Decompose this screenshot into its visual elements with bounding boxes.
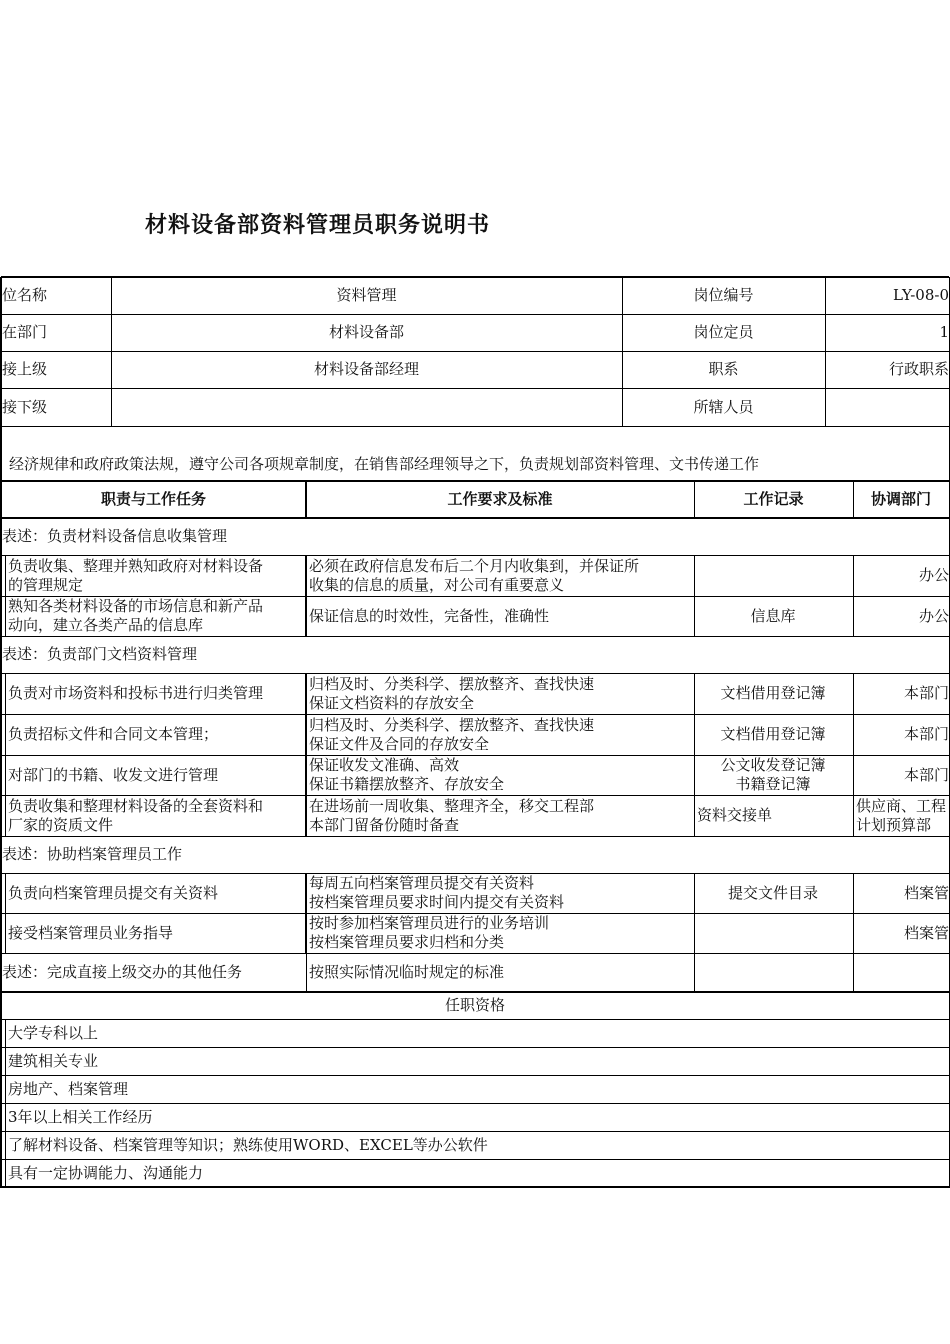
- standard-cell-text: 保证文档资料的存放安全: [309, 693, 475, 712]
- grid-line: [853, 913, 854, 953]
- standard-cell-text: 保证书籍摆放整齐、存放安全: [309, 775, 505, 793]
- row-inner-border: [5, 673, 6, 714]
- info-label-text: 职系: [708, 360, 739, 378]
- task-cell-text: 负责对市场资料和投标书进行归类管理: [8, 684, 264, 702]
- record-cell: [694, 555, 853, 596]
- dept-cell-text: 办公: [918, 566, 949, 584]
- grid-line: [305, 795, 307, 836]
- qualification-item-text: 建筑相关专业: [8, 1051, 99, 1070]
- info-value-text: 资料管理: [336, 286, 397, 304]
- grid-line: [694, 913, 695, 953]
- standard-cell-text: 收集的信息的质量，对公司有重要意义: [309, 575, 565, 594]
- task-cell-text: 负责收集、整理并熟知政府对材料设备: [8, 556, 264, 575]
- grid-line: [305, 596, 307, 636]
- info-label: [622, 388, 825, 426]
- column-header: [694, 481, 853, 518]
- standard-cell: [306, 795, 694, 836]
- task-cell-text: 接受档案管理员业务指导: [8, 923, 174, 942]
- standard-cell-text: 归档及时、分类科学、摆放整齐、查找快速: [309, 715, 595, 734]
- info-label: [622, 277, 825, 314]
- record-cell: [694, 755, 853, 795]
- record-cell-text: 提交文件目录: [727, 883, 818, 902]
- grid-line: [694, 755, 695, 795]
- qualification-item-text: 3年以上相关工作经历: [8, 1107, 153, 1126]
- grid-line: [694, 555, 695, 596]
- grid-line: [853, 673, 854, 714]
- column-header: [306, 481, 694, 518]
- task-cell: [5, 755, 306, 795]
- qualification-item: [5, 1159, 949, 1187]
- task-cell: [5, 795, 306, 836]
- info-value: [111, 277, 622, 314]
- grid-line: [305, 555, 307, 596]
- grid-line: [853, 873, 854, 913]
- dept-cell-text: 档案管: [903, 883, 949, 902]
- dept-cell-text: 本部门: [903, 684, 949, 702]
- info-value: [825, 314, 949, 351]
- task-cell-text: 厂家的资质文件: [8, 815, 114, 834]
- standard-cell-text: 按时参加档案管理员进行的业务培训: [309, 914, 550, 932]
- other-task: [1, 953, 306, 992]
- grid-line: [305, 714, 307, 755]
- grid-line: [853, 714, 854, 755]
- grid-line: [853, 755, 854, 795]
- standard-cell: [306, 673, 694, 714]
- info-value-text: 行政职系: [888, 360, 949, 378]
- standard-cell-text: 保证信息的时效性，完备性，准确性: [309, 606, 550, 625]
- dept-cell: [853, 555, 949, 596]
- qualification-item: [5, 1131, 949, 1159]
- standard-cell-text: 按档案管理员要求归档和分类: [309, 933, 505, 951]
- qualifications-heading-text: 任职资格: [444, 996, 505, 1014]
- info-label-text: 岗位定员: [693, 323, 754, 341]
- info-label: [622, 351, 825, 388]
- qualification-item: [5, 1047, 949, 1075]
- task-cell: [5, 596, 306, 636]
- info-value: [825, 388, 949, 426]
- grid-line: [305, 755, 307, 795]
- page-title: 材料设备部资料管理员职务说明书: [145, 213, 491, 238]
- other-standard-text: 按照实际情况临时规定的标准: [309, 963, 505, 981]
- other-task-text: 表述：完成直接上级交办的其他任务: [2, 963, 243, 981]
- column-header-text: 工作记录: [743, 490, 804, 508]
- info-label: [622, 314, 825, 351]
- grid-line: [1, 426, 949, 427]
- record-cell: [694, 873, 853, 913]
- section-heading: [1, 518, 949, 555]
- task-cell-text: 对部门的书籍、收发文进行管理: [8, 765, 219, 784]
- grid-line: [694, 953, 695, 992]
- record-cell-text: 信息库: [750, 606, 796, 625]
- record-cell-text: 书籍登记簿: [735, 775, 811, 793]
- section-heading-text: 表述：负责部门文档资料管理: [2, 645, 198, 663]
- row-inner-border: [5, 795, 6, 836]
- record-cell-text: 公文收发登记簿: [720, 756, 826, 774]
- qualification-item-text: 了解材料设备、档案管理等知识；熟练使用WORD、EXCEL等办公软件: [8, 1135, 488, 1154]
- dept-cell: [853, 755, 949, 795]
- section-heading-text: 表述：负责材料设备信息收集管理: [2, 527, 228, 545]
- record-cell-text: 文档借用登记簿: [720, 725, 826, 743]
- row-inner-border: [5, 913, 6, 953]
- info-label-text: 所辖人员: [693, 397, 754, 416]
- dept-cell: [853, 596, 949, 636]
- info-value-text: 材料设备部: [328, 323, 404, 341]
- qualification-item-text: 房地产、档案管理: [8, 1079, 129, 1098]
- task-cell-text: 熟知各类材料设备的市场信息和新产品: [8, 597, 264, 615]
- grid-line: [305, 913, 307, 953]
- record-cell: [694, 714, 853, 755]
- column-header: [853, 481, 949, 518]
- standard-cell: [306, 873, 694, 913]
- dept-cell: [853, 873, 949, 913]
- info-value: [825, 351, 949, 388]
- record-cell-text: 资料交接单: [697, 806, 773, 824]
- record-cell-text: 文档借用登记簿: [720, 684, 826, 702]
- record-cell: [694, 596, 853, 636]
- qualification-item: [5, 1103, 949, 1131]
- record-cell: [694, 795, 853, 836]
- grid-line: [305, 673, 307, 714]
- standard-cell: [306, 755, 694, 795]
- standard-cell: [306, 596, 694, 636]
- standard-cell-text: 本部门留备份随时备查: [309, 815, 460, 834]
- task-cell: [5, 555, 306, 596]
- column-header-text: 协调部门: [870, 490, 931, 508]
- task-cell: [5, 673, 306, 714]
- record-cell: [694, 913, 853, 953]
- standard-cell: [306, 913, 694, 953]
- task-cell-text: 动向，建立各类产品的信息库: [8, 616, 204, 634]
- row-inner-border: [5, 755, 6, 795]
- row-inner-border: [5, 873, 6, 913]
- outer-left-border: [0, 277, 2, 1188]
- column-header-text: 工作要求及标准: [447, 490, 553, 508]
- info-label: [1, 277, 111, 314]
- task-cell-text: 负责收集和整理材料设备的全套资料和: [8, 796, 264, 815]
- standard-cell-text: 在进场前一周收集、整理齐全，移交工程部: [309, 796, 595, 815]
- grid-line: [694, 873, 695, 913]
- other-standard: [306, 953, 694, 992]
- info-value: [111, 314, 622, 351]
- task-cell-text: 的管理规定: [8, 575, 84, 594]
- standard-cell-text: 归档及时、分类科学、摆放整齐、查找快速: [309, 674, 595, 693]
- qualifications-heading: [1, 992, 949, 1019]
- job-summary: [1, 447, 949, 481]
- info-label-text: 岗位编号: [693, 286, 754, 304]
- qualification-item-text: 大学专科以上: [8, 1023, 99, 1042]
- qualification-item-text: 具有一定协调能力、沟通能力: [8, 1163, 204, 1182]
- qualification-item: [5, 1075, 949, 1103]
- grid-line: [853, 795, 854, 836]
- info-label-text: 接上级: [2, 360, 48, 378]
- info-value: [825, 277, 949, 314]
- dept-cell: [853, 913, 949, 953]
- record-cell: [694, 673, 853, 714]
- grid-line: [1, 1186, 949, 1188]
- task-cell: [5, 913, 306, 953]
- dept-cell: [853, 673, 949, 714]
- dept-cell-text: 办公: [918, 606, 949, 625]
- standard-cell: [306, 714, 694, 755]
- dept-cell: [853, 795, 949, 836]
- dept-cell-text: 计划预算部: [856, 815, 932, 834]
- info-value: [111, 388, 622, 426]
- dept-cell: [853, 714, 949, 755]
- standard-cell-text: 保证文件及合同的存放安全: [309, 734, 490, 753]
- info-value-text: LY-08-0: [892, 286, 949, 304]
- row-inner-border: [5, 714, 6, 755]
- info-value-text: 1: [939, 323, 949, 341]
- standard-cell: [306, 555, 694, 596]
- standard-cell-text: 必须在政府信息发布后二个月内收集到，并保证所: [309, 556, 640, 575]
- info-label: [1, 351, 111, 388]
- task-cell: [5, 873, 306, 913]
- task-cell-text: 负责招标文件和合同文本管理；: [8, 725, 219, 743]
- info-label-text: 在部门: [2, 323, 48, 341]
- section-heading: [1, 636, 949, 673]
- standard-cell-text: 保证收发文准确、高效: [309, 756, 460, 774]
- job-summary-text: 经济规律和政府政策法规，遵守公司各项规章制度，在销售部经理领导之下，负责规划部资料管理、文书传递工作: [9, 454, 760, 473]
- column-header: [1, 481, 306, 518]
- column-header-text: 职责与工作任务: [100, 490, 206, 508]
- standard-cell-text: 按档案管理员要求时间内提交有关资料: [309, 893, 565, 911]
- grid-line: [694, 795, 695, 836]
- info-label: [1, 388, 111, 426]
- section-heading-text: 表述：协助档案管理员工作: [2, 845, 183, 863]
- standard-cell-text: 每周五向档案管理员提交有关资料: [309, 874, 535, 892]
- grid-line: [305, 873, 307, 913]
- grid-line: [694, 673, 695, 714]
- dept-cell-text: 档案管: [903, 923, 949, 942]
- row-inner-border: [5, 1019, 6, 1187]
- task-cell: [5, 714, 306, 755]
- grid-line: [853, 953, 854, 992]
- dept-cell-text: 供应商、工程: [856, 796, 947, 815]
- qualification-item: [5, 1019, 949, 1047]
- info-label: [1, 314, 111, 351]
- section-heading: [1, 836, 949, 873]
- info-label-text: 接下级: [2, 397, 48, 416]
- info-value: [111, 351, 622, 388]
- info-value-text: 材料设备部经理: [313, 360, 419, 378]
- grid-line: [694, 596, 695, 636]
- dept-cell-text: 本部门: [903, 765, 949, 784]
- grid-line: [694, 714, 695, 755]
- grid-line: [853, 596, 854, 636]
- row-inner-border: [5, 596, 6, 636]
- grid-line: [853, 555, 854, 596]
- row-inner-border: [5, 555, 6, 596]
- info-label-text: 位名称: [2, 286, 48, 304]
- grid-line: [306, 953, 307, 992]
- task-cell-text: 负责向档案管理员提交有关资料: [8, 883, 219, 902]
- dept-cell-text: 本部门: [903, 725, 949, 743]
